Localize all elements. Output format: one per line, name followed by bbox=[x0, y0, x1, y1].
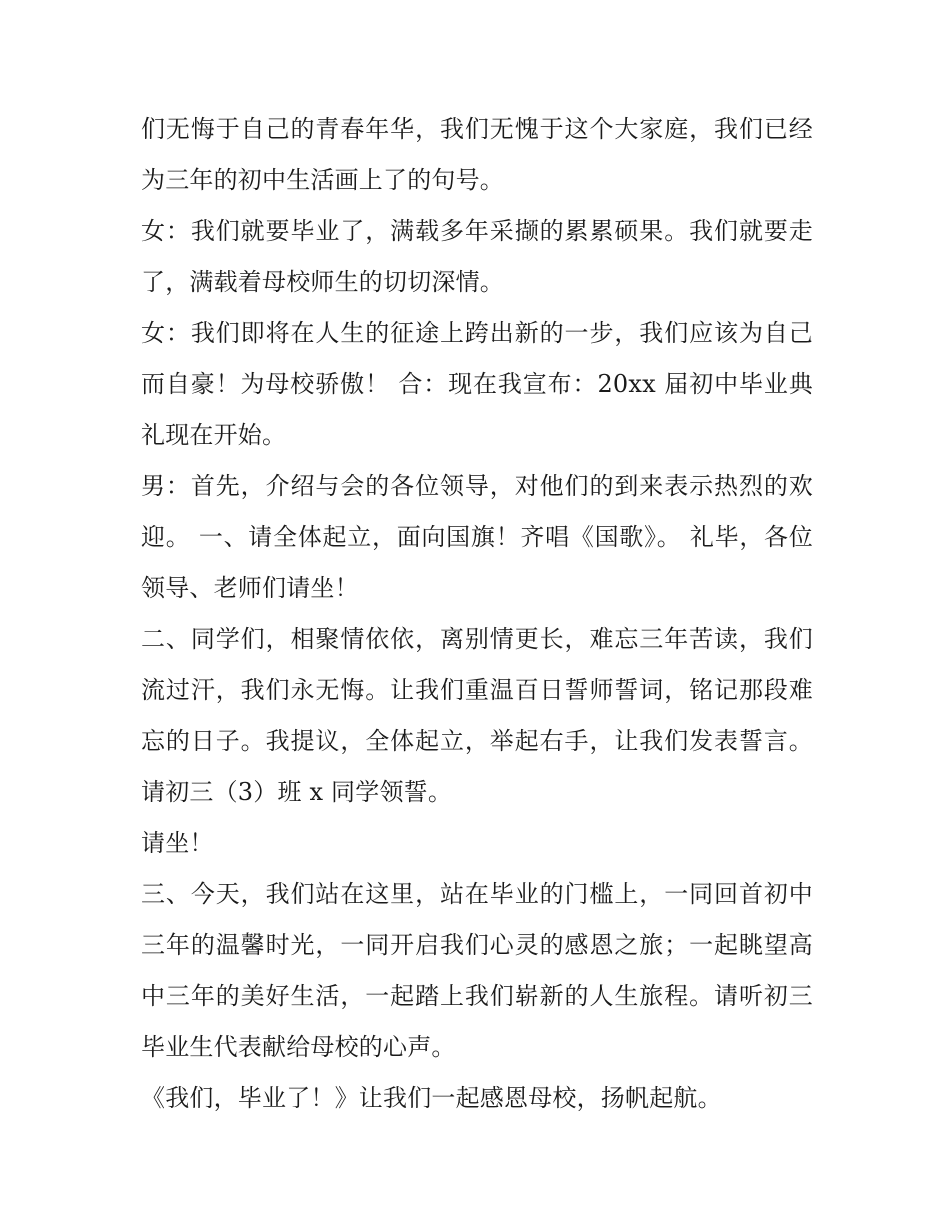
paragraph-1: 们无悔于自己的青春年华，我们无愧于这个大家庭，我们已经为三年的初中生活画上了的句号。 bbox=[141, 115, 813, 194]
paragraph-6: 请坐！ bbox=[141, 829, 214, 857]
document-body bbox=[141, 104, 813, 1124]
paragraph-3: 女：我们即将在人生的征途上跨出新的一步，我们应该为自己而自豪！为母校骄傲！ 合：现在我宣布：20xx 届初中毕业典礼现在开始。 bbox=[141, 319, 813, 449]
paragraph-2: 女：我们就要毕业了，满载多年采撷的累累硕果。我们就要走了，满载着母校师生的切切深情。 bbox=[141, 217, 813, 296]
paragraph-7: 三、今天，我们站在这里，站在毕业的门槛上，一同回首初中三年的温馨时光，一同开启我们心灵的感恩之旅；一起眺望高中三年的美好生活，一起踏上我们崭新的人生旅程。请听初三毕业生代表献给母校的心声。 bbox=[141, 880, 813, 1061]
paragraph-5: 二、同学们，相聚情依依，离别情更长，难忘三年苦读，我们流过汗，我们永无悔。让我们重温百日誓师誓词，铭记那段难忘的日子。我提议，全体起立，举起右手，让我们发表誓言。请初三（3）班 x 同学领誓。 bbox=[141, 625, 813, 806]
paragraph-8: 《我们，毕业了！》让我们一起感恩母校，扬帆起航。 bbox=[141, 1084, 722, 1112]
paragraph-4: 男：首先，介绍与会的各位领导，对他们的到来表示热烈的欢迎。 一、请全体起立，面向国旗！齐唱《国歌》。 礼毕，各位领导、老师们请坐！ bbox=[141, 472, 813, 602]
